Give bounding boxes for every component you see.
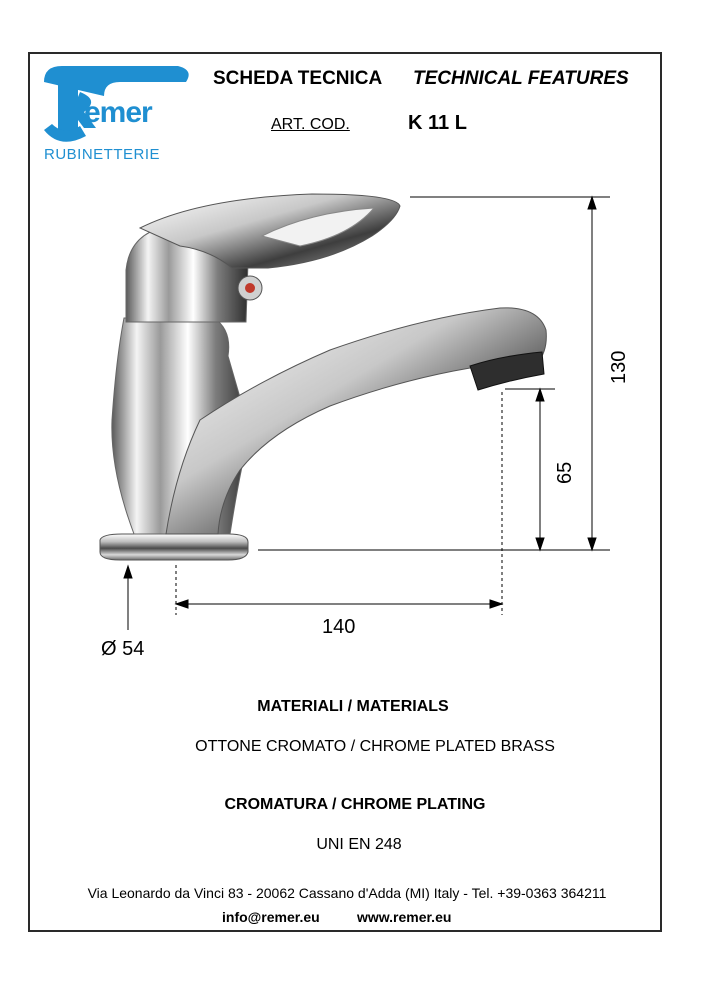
footer-email[interactable]: info@remer.eu — [222, 909, 320, 925]
logo-tagline: RUBINETTERIE — [44, 146, 161, 163]
footer-website[interactable]: www.remer.eu — [357, 909, 452, 925]
dim-diameter-label: Ø 54 — [101, 638, 145, 660]
dim-reach-label: 140 — [322, 616, 356, 638]
plating-value: UNI EN 248 — [316, 836, 402, 853]
materials-value: OTTONE CROMATO / CHROME PLATED BRASS — [195, 738, 555, 755]
title-english: TECHNICAL FEATURES — [413, 68, 629, 89]
materials-title: MATERIALI / MATERIALS — [257, 698, 449, 715]
art-cod-label: ART. COD. — [271, 116, 350, 133]
dim-height-label: 130 — [608, 350, 630, 384]
plating-title: CROMATURA / CHROME PLATING — [224, 796, 486, 813]
faucet-image — [100, 194, 546, 560]
title-italian: SCHEDA TECNICA — [213, 68, 383, 89]
art-cod-value: K 11 L — [408, 112, 467, 134]
footer-address: Via Leonardo da Vinci 83 - 20062 Cassano d'Adda (MI) Italy - Tel. +39-0363 364211 — [87, 885, 607, 901]
logo-wordmark: emer — [84, 96, 152, 129]
dim-spout-height-label: 65 — [554, 461, 576, 484]
